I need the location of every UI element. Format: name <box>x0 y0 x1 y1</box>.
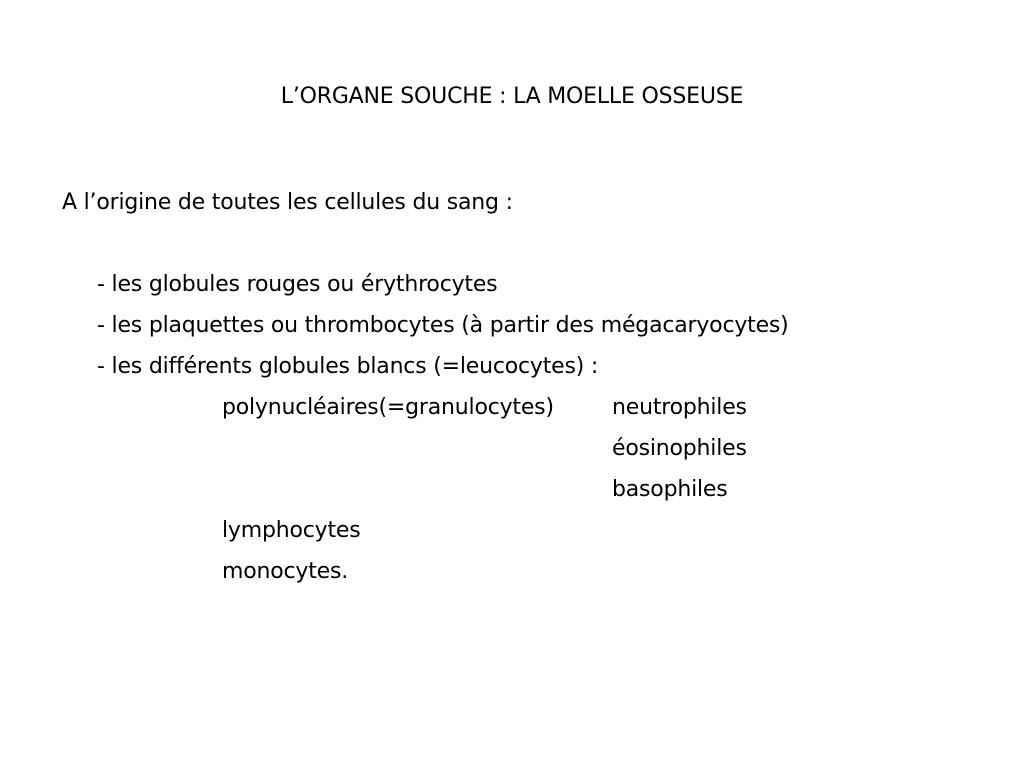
leukocyte-lymphocytes: lymphocytes <box>222 518 361 543</box>
slide-title: L’ORGANE SOUCHE : LA MOELLE OSSEUSE <box>280 84 744 109</box>
polynuclear-type-basophils: basophiles <box>612 477 728 502</box>
polynuclear-label: polynucléaires(=granulocytes) <box>222 395 554 420</box>
bullet-white-cells: - les différents globules blancs (=leucocytes) : <box>97 354 599 379</box>
polynuclear-type-eosinophils: éosinophiles <box>612 436 747 461</box>
leukocyte-monocytes: monocytes. <box>222 559 349 584</box>
bullet-red-cells: - les globules rouges ou érythrocytes <box>97 272 498 297</box>
bullet-platelets: - les plaquettes ou thrombocytes (à partir des mégacaryocytes) <box>97 313 789 338</box>
polynuclear-type-neutrophils: neutrophiles <box>612 395 747 420</box>
intro-text: A l’origine de toutes les cellules du sang : <box>62 190 513 215</box>
